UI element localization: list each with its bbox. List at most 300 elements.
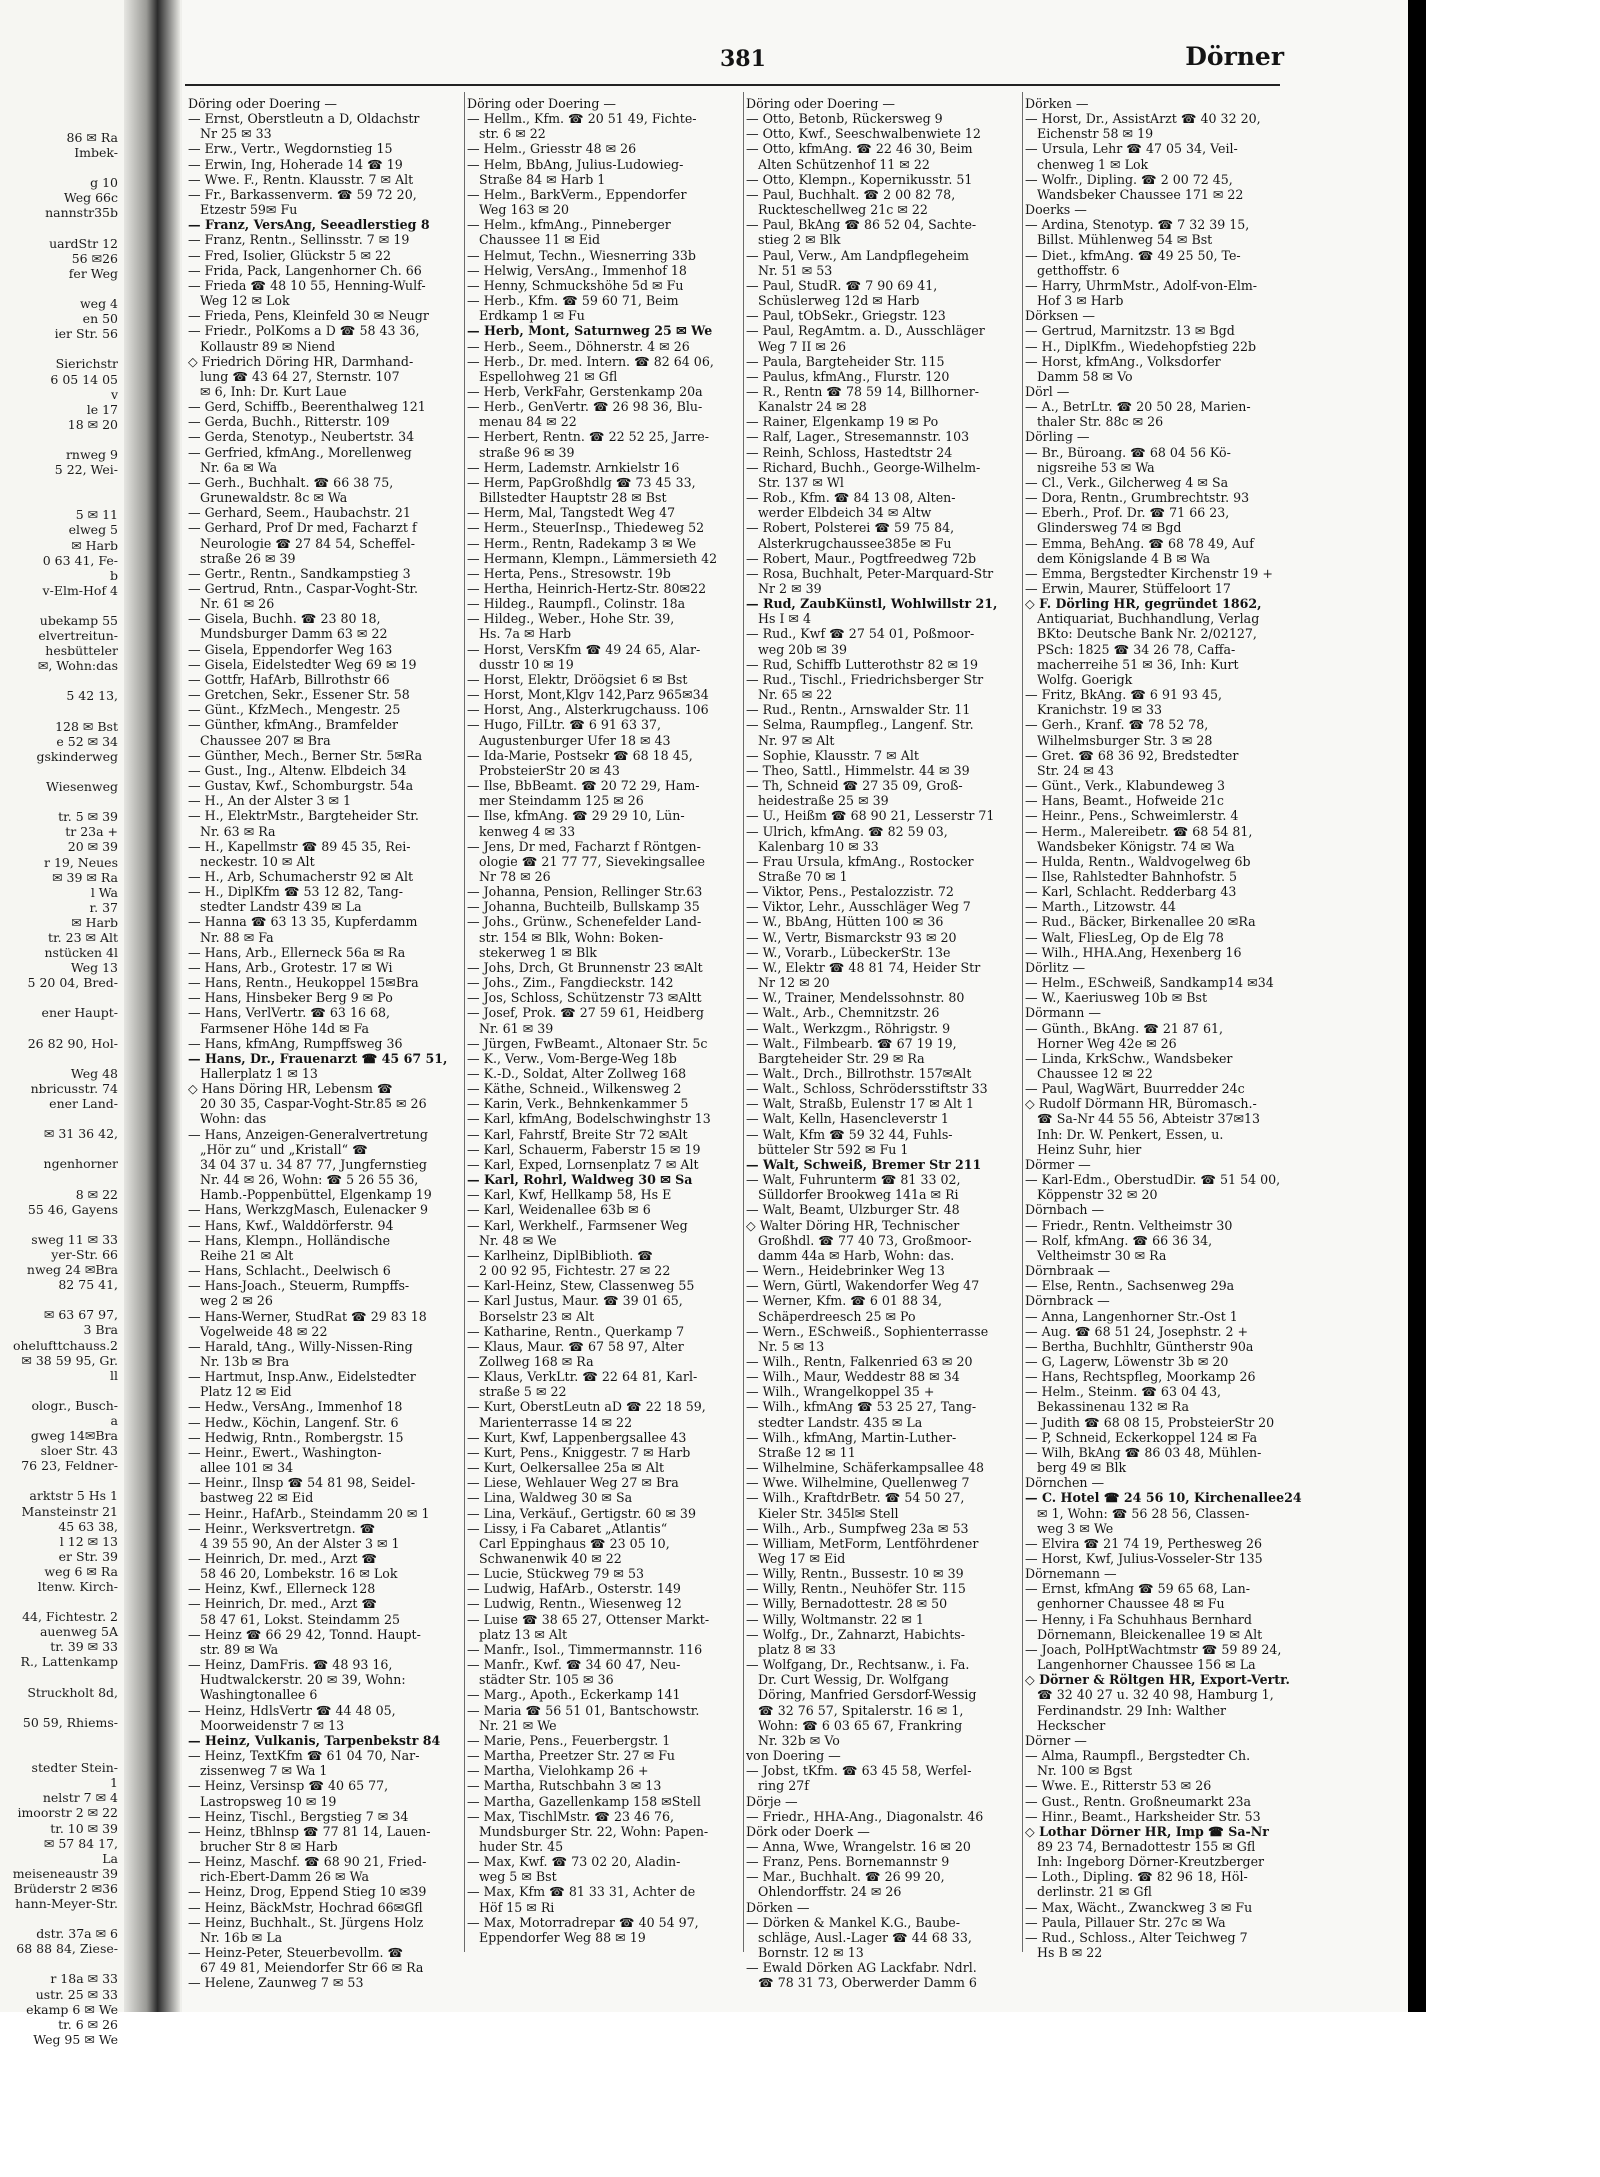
directory-entry-line: — Heinz ☎ 66 29 42, Tonnd. Haupt- [188,1626,421,1642]
directory-entry-line: Bornstr. 12 ✉ 13 [746,1945,864,1961]
directory-entry-line: ◇ Walter Döring HR, Technischer [746,1217,960,1233]
directory-entry-line: — Selma, Raumpfleg., Langenf. Str. [746,717,974,733]
directory-entry-line: — Franz, VersAng, Seeadlerstieg 8 [188,217,430,233]
directory-entry-line: stedter Landstr 439 ✉ La [188,899,362,915]
left-fragment-line [0,1730,118,1745]
directory-entry-line: Espellohweg 21 ✉ Gfl [467,368,618,384]
directory-entry-line: ologie ☎ 21 77 77, Sievekingsallee [467,853,705,869]
directory-entry-line: — Johanna, Buchteilb, Bullskamp 35 [467,899,700,915]
directory-entry-line: schläge, Ausl.-Lager ☎ 44 68 33, [746,1929,972,1945]
directory-entry-line: — Walt., Arb., Chemnitzstr. 26 [746,1005,940,1021]
directory-entry-line: — C. Hotel ☎ 24 56 10, Kirchenallee24 [1025,1490,1302,1506]
directory-entry-line: Washingtonallee 6 [188,1687,318,1703]
left-fragment-line: imoorstr 2 ✉ 22 [17,1805,118,1821]
left-fragment-line: nelstr 7 ✉ 4 [42,1790,118,1806]
directory-entry-line: Großhdl. ☎ 77 40 73, Großmoor- [746,1232,972,1248]
directory-entry-line: — Hans, Rentn., Heukoppel 15✉Bra [188,975,419,991]
directory-entry-line: — Karl Justus, Maur. ☎ 39 01 65, [467,1293,683,1309]
directory-entry-line: Wohn: ☎ 6 03 65 67, Frankring [746,1717,963,1733]
directory-entry-line: — Heinz, Maschf. ☎ 68 90 21, Fried- [188,1854,427,1870]
directory-entry-line: — Wilh., HHA.Ang, Hexenberg 16 [1025,944,1242,960]
directory-entry-line: — Karl, Schauerm, Faberstr 15 ✉ 19 [467,1141,701,1157]
directory-entry-line: — Heinz, Drog, Eppend Stieg 10 ✉39 [188,1884,427,1900]
directory-entry-line: Sülldorfer Brookweg 141a ✉ Ri [746,1187,959,1203]
directory-entry-line: ☎ Sa-Nr 44 55 56, Abteistr 37✉13 [1025,1111,1261,1127]
directory-entry-line: Höf 15 ✉ Ri [467,1899,555,1915]
left-fragment-line: 3 Bra [83,1322,118,1338]
directory-entry-line: 89 23 74, Bernadottestr 155 ✉ Gfl [1025,1838,1256,1854]
directory-entry-line: ◇ Rudolf Dörmann HR, Büromasch.- [1025,1096,1257,1112]
directory-entry-line: von Doering — [746,1748,841,1764]
directory-entry-line: Nr. 48 ✉ We [467,1232,557,1248]
directory-entry-line: — Hans, Arb., Grotestr. 17 ✉ Wi [188,959,393,975]
directory-entry-line: — Dora, Rentn., Grumbrechtstr. 93 [1025,490,1250,506]
directory-entry-line: — Frau Ursula, kfmAng., Rostocker [746,853,974,869]
running-head: Dörner [1185,42,1284,71]
directory-entry-line: dusstr 10 ✉ 19 [467,656,574,672]
directory-entry-line: Reihe 21 ✉ Alt [188,1247,294,1263]
directory-entry-line: — Herb, Mont, Saturnweg 25 ✉ We [467,323,713,339]
left-fragment-line: 1 [110,1775,118,1791]
left-fragment-line: sloer Str. 43 [40,1443,118,1459]
directory-entry-line: — Wolfr., Dipling. ☎ 2 00 72 45, [1025,171,1233,187]
directory-entry-line: 20 30 35, Caspar-Voght-Str.85 ✉ 26 [188,1096,427,1112]
directory-entry-line: — Max, Kwf. ☎ 73 02 20, Aladin- [467,1854,681,1870]
directory-entry-line: — Rolf, kfmAng. ☎ 66 36 34, [1025,1232,1213,1248]
left-fragment-line: gskinderweg [36,748,118,764]
directory-entry-line: — Klaus, VerkLtr. ☎ 22 64 81, Karl- [467,1369,698,1385]
directory-entry-line: mer Steindamm 125 ✉ 26 [467,793,644,809]
directory-entry-line: — Herb, VerkFahr, Gerstenkamp 20a [467,383,703,399]
directory-entry-line: — Helm., ESchweiß, Sandkamp14 ✉34 [1025,975,1274,991]
left-fragment-line [0,1956,118,1971]
directory-entry-line: — Käthe, Schneid., Wilkensweg 2 [467,1081,682,1097]
directory-entry-line: Lastropsweg 10 ✉ 19 [188,1793,337,1809]
directory-entry-line: — Heinr., Ilnsp ☎ 54 81 98, Seidel- [188,1475,416,1491]
directory-entry-line: — Cl., Verk., Gilcherweg 4 ✉ Sa [1025,474,1229,490]
directory-entry-line: — Robert, Polsterei ☎ 59 75 84, [746,520,955,536]
directory-entry-line: — Viktor, Pens., Pestalozzistr. 72 [746,884,954,900]
directory-entry-line: — Herb., Seem., Döhnerstr. 4 ✉ 26 [467,338,690,354]
directory-entry-line: Inh: Dr. W. Penkert, Essen, u. [1025,1126,1224,1142]
directory-entry-line: — Herm., Rentn, Radekamp 3 ✉ We [467,535,697,551]
directory-entry-line: Nr 25 ✉ 33 [188,126,272,142]
left-fragment-line [0,1217,118,1232]
directory-column-4 [1025,96,1302,1961]
directory-entry-line: — Heinz, BäckMstr, Hochrad 66✉Gfl [188,1899,423,1915]
left-fragment-line: ngenhorner [43,1156,118,1172]
directory-entry-line: — Walt, Kfm ☎ 59 32 44, Fuhls- [746,1126,953,1142]
directory-entry-line: — Max, Motorradrepar ☎ 40 54 97, [467,1914,699,1930]
directory-entry-line: — Gret. ☎ 68 36 92, Bredstedter [1025,747,1239,763]
left-fragment-line: 5 42 13, [66,688,118,704]
directory-entry-line: — Heinz, Tischl., Bergstieg 7 ✉ 34 [188,1808,409,1824]
directory-entry-line: — Wilhelmine, Schäferkampsallee 48 [746,1460,985,1476]
directory-entry-line: — Robert, Maur., Pogtfreedweg 72b [746,550,977,566]
directory-entry-line: — Karlheinz, DiplBiblioth. ☎ [467,1247,653,1263]
directory-entry-line: Nr. 13b ✉ Bra [188,1353,290,1369]
left-fragment-line: tr. 23 ✉ Alt [48,929,118,945]
directory-entry-line: — Hedw., VersAng., Immenhof 18 [188,1399,403,1415]
directory-entry-line: — Erwin, Ing, Hoherade 14 ☎ 19 [188,156,403,172]
directory-entry-line: — Ilse, Rahlstedter Bahnhofstr. 5 [1025,868,1238,884]
left-fragment-line: r 19, Neues [44,854,118,870]
directory-entry-line: — Herm, PapGroßhdlg ☎ 73 45 33, [467,474,696,490]
directory-entry-line: kenweg 4 ✉ 33 [467,823,576,839]
left-fragment-line: hann-Meyer-Str. [15,1895,118,1911]
directory-entry-line: — Manfr., Kwf. ☎ 34 60 47, Neu- [467,1657,681,1673]
directory-entry-line: — Ludwig, HafArb., Osterstr. 149 [467,1581,681,1597]
directory-entry-line: — Wilh., kfmAng ☎ 53 25 27, Tang- [746,1399,977,1415]
left-fragment-line [0,1745,118,1760]
directory-entry-line: Ohlendorffstr. 24 ✉ 26 [746,1884,902,1900]
left-fragment-line: l Wa [90,884,118,900]
left-fragment-line: R., Lattenkamp [20,1654,118,1670]
directory-entry-line: — Anna, Langenhorner Str.-Ost 1 [1025,1308,1238,1324]
directory-entry-line: — Hinr., Beamt., Harksheider Str. 53 [1025,1808,1261,1824]
directory-entry-line: Dörje — [746,1793,798,1809]
directory-entry-line: Dörmer — [1025,1156,1091,1172]
directory-entry-line: — Linda, KrkSchw., Wandsbeker [1025,1050,1233,1066]
directory-entry-line: — Heinz, Buchhalt., St. Jürgens Holz [188,1914,424,1930]
column-divider [743,92,744,1952]
directory-entry-line: — Jobst, tKfm. ☎ 63 45 58, Werfel- [746,1763,972,1779]
directory-entry-line: stieg 2 ✉ Blk [746,232,841,248]
directory-entry-line: — Heinz, Vulkanis, Tarpenbekstr 84 [188,1732,441,1748]
directory-entry-line: — Wern., ESchweiß., Sophienterrasse [746,1323,989,1339]
directory-entry-line: — Rud., Schloss., Alter Teichweg 7 [1025,1929,1248,1945]
directory-entry-line: — Horst, Elektr, Dröögsiet 6 ✉ Bst [467,671,688,687]
directory-entry-line: — Hans, Hinsbeker Berg 9 ✉ Po [188,990,393,1006]
directory-entry-line: — Walt., Werkzgm., Röhrigstr. 9 [746,1020,951,1036]
directory-entry-line: — Emma, Bergstedter Kirchenstr 19 + [1025,565,1273,581]
directory-entry-line: Dörlitz — [1025,959,1086,975]
directory-entry-line: — Hildeg., Weber., Hohe Str. 39, [467,611,675,627]
directory-entry-line: — Wilh., Maur, Weddestr 88 ✉ 34 [746,1369,960,1385]
directory-entry-line: — Friedr., PolKoms a D ☎ 58 43 36, [188,323,420,339]
left-fragment-line: Wiesenweg [46,779,118,795]
left-fragment-line [0,1051,118,1066]
directory-entry-line: — Else, Rentn., Sachsenweg 29a [1025,1278,1235,1294]
directory-entry-line: Nr. 32b ✉ Vo [746,1732,840,1748]
directory-entry-line: ◇ Lothar Dörner HR, Imp ☎ Sa-Nr [1025,1823,1269,1839]
directory-entry-line: Marienterrasse 14 ✉ 22 [467,1414,633,1430]
directory-entry-line: — Hildeg., Raumpfl., Colinstr. 18a [467,596,686,612]
directory-entry-line: derlinstr. 21 ✉ Gfl [1025,1884,1152,1900]
directory-entry-line: — Paul, tObSekr., Griegstr. 123 [746,308,946,324]
directory-entry-line: rich-Ebert-Damm 26 ✉ Wa [188,1869,369,1885]
directory-entry-line: — Gisela, Eppendorfer Weg 163 [188,641,393,657]
directory-entry-line: Augustenburger Ufer 18 ✉ 43 [467,732,671,748]
directory-entry-line: — Karin, Verk., Behnkenkammer 5 [467,1096,689,1112]
left-fragment-line: 5 ✉ 11 [75,507,118,523]
directory-entry-line: Dörl — [1025,383,1070,399]
left-fragment-line [0,1911,118,1926]
directory-entry-line: — Jos, Schloss, Schützenstr 73 ✉Altt [467,990,702,1006]
left-fragment-line: ✉, Wohn:das [37,658,118,674]
directory-entry-line: Dörling — [1025,429,1090,445]
directory-entry-line: — Maria ☎ 56 51 01, Bantschowstr. [467,1702,700,1718]
directory-entry-line: — Wilh., Wrangelkoppel 35 + [746,1384,935,1400]
directory-entry-line: — Aug. ☎ 68 51 24, Josephstr. 2 + [1025,1323,1249,1339]
left-fragment-line: Weg 66c [63,190,118,206]
directory-entry-line: — Ulrich, kfmAng. ☎ 82 59 03, [746,823,948,839]
directory-entry-line: — Hermann, Klempn., Lämmersieth 42 [467,550,718,566]
directory-entry-line: — Günt., Verk., Klabundeweg 3 [1025,778,1226,794]
directory-entry-line: — Alma, Raumpfl., Bergstedter Ch. [1025,1748,1251,1764]
directory-entry-line: — A., BetrLtr. ☎ 20 50 28, Marien- [1025,399,1251,415]
directory-entry-line: — Heinrich, Dr. med., Arzt ☎ [188,1551,378,1566]
left-fragment-line: 44, Fichtestr. 2 [22,1609,118,1625]
directory-entry-line: Billst. Mühlenweg 54 ✉ Bst [1025,232,1213,248]
left-fragment-line: nstücken 4l [44,945,118,961]
directory-entry-line: Weg 7 II ✉ 26 [746,338,846,354]
directory-entry-line: — Reinh, Schloss, Hastedtstr 24 [746,444,953,460]
directory-entry-line: — Th, Schneid ☎ 27 35 09, Groß- [746,778,963,794]
left-fragment-line: b [109,567,118,583]
directory-entry-line: Doerks — [1025,202,1087,218]
directory-entry-line: — W., Vertr, Bismarckstr 93 ✉ 20 [746,929,957,945]
directory-entry-line: — Rud., Bäcker, Birkenallee 20 ✉Ra [1025,914,1256,930]
directory-entry-line: bütteler Str 592 ✉ Fu 1 [746,1141,909,1157]
left-fragment-line: a [110,1412,118,1428]
left-fragment-line: 76 23, Feldner- [21,1458,118,1474]
directory-entry-line: Langenhorner Chaussee 156 ✉ La [1025,1657,1256,1673]
directory-entry-line: — Heinz, Versinsp ☎ 40 65 77, [188,1778,389,1794]
left-fragment-line: tr 23a + [65,824,118,840]
left-fragment-line: ekamp 6 ✉ We [26,2001,118,2017]
directory-entry-line: — Marg., Apoth., Eckerkamp 141 [467,1687,681,1703]
directory-entry-line: Chaussee 207 ✉ Bra [188,732,331,748]
directory-entry-line: — Walt, Kelln, Hasencleverstr 1 [746,1111,949,1127]
directory-entry-line: — Harry, UhrmMstr., Adolf-von-Elm- [1025,277,1258,293]
directory-entry-line: str. 154 ✉ Blk, Wohn: Boken- [467,929,664,945]
directory-entry-line: Nr. 61 ✉ 39 [467,1020,554,1036]
directory-entry-line: — W., Kaeriusweg 10b ✉ Bst [1025,990,1208,1006]
directory-entry-line: — Willy, Rentn., Neuhöfer Str. 115 [746,1581,966,1597]
directory-entry-line: Alsterkrugchaussee385e ✉ Fu [746,535,952,551]
directory-entry-line: — Erw., Vertr., Wegdornstieg 15 [188,141,393,157]
directory-entry-line: Straße 70 ✉ 1 [746,868,848,884]
left-fragment-line: 50 59, Rhiems- [22,1714,118,1730]
left-fragment-line: ✉ Harb [71,914,118,930]
left-fragment-line: ✉ 31 36 42, [43,1126,118,1142]
directory-entry-line: platz 13 ✉ Alt [467,1626,568,1642]
directory-entry-line: Kranichstr. 19 ✉ 33 [1025,702,1163,718]
directory-entry-line: — Günther, Mech., Berner Str. 5✉Ra [188,747,423,763]
directory-entry-line: — Willy, Woltmanstr. 22 ✉ 1 [746,1611,924,1627]
left-fragment-line: Weg 95 ✉ We [33,2031,118,2047]
directory-entry-line: — Willy, Bernadottestr. 28 ✉ 50 [746,1596,948,1612]
directory-entry-line: Heckscher [1025,1717,1106,1733]
directory-entry-line: Ruckteschellweg 21c ✉ 22 [746,202,928,218]
directory-entry-line: — Gertrud, Marnitzstr. 13 ✉ Bgd [1025,323,1235,339]
directory-entry-line: — Karl-Heinz, Stew, Classenweg 55 [467,1278,695,1294]
left-fragment-line: 5 20 04, Bred- [27,975,118,991]
left-fragment-line: Imbek- [74,145,118,161]
directory-entry-line: — Frida, Pack, Langenhorner Ch. 66 [188,262,422,278]
directory-entry-line: — Horst, Ang., Alsterkrugchauss. 106 [467,702,709,718]
directory-entry-line: Dörnbraak — [1025,1263,1111,1279]
header-rule [185,84,1280,86]
left-fragment-line [0,492,118,507]
directory-entry-line: — Karl, Exped, Lornsenplatz 7 ✉ Alt [467,1156,699,1172]
directory-entry-line: Hamb.-Poppenbüttel, Elgenkamp 19 [188,1187,432,1203]
directory-entry-line: Platz 12 ✉ Eid [188,1384,292,1400]
left-fragment-line: rnweg 9 [65,446,118,462]
directory-entry-line: — Martha, Preetzer Str. 27 ✉ Fu [467,1748,676,1764]
left-fragment-line: ier Str. 56 [54,326,118,342]
directory-entry-line: — Gust., Ing., Altenw. Elbdeich 34 [188,762,407,778]
directory-entry-line: — Max, Kfm ☎ 81 33 31, Achter de [467,1884,696,1900]
directory-entry-line: — Johs., Grünw., Schenefelder Land- [467,914,702,930]
directory-entry-line: — W., Vorarb., LübeckerStr. 13e [746,944,951,960]
directory-entry-line: Döring oder Doering — [467,96,616,111]
left-fragment-line: ✉ 38 59 95, Gr. [21,1352,118,1368]
directory-entry-line: straße 96 ✉ 39 [467,444,575,460]
directory-entry-line: — Hans, Schlacht., Deelwisch 6 [188,1263,391,1279]
directory-entry-line: Schwanenwik 40 ✉ 22 [467,1551,622,1566]
directory-entry-line: — Henny, i Fa Schuhhaus Bernhard [1025,1611,1252,1627]
left-fragment-line: 82 75 41, [58,1277,118,1293]
left-fragment-line: ✉ Harb [71,537,118,553]
directory-entry-line: — Helm., kfmAng., Pinneberger [467,217,671,233]
directory-entry-line: Wohn: das [188,1111,267,1127]
directory-entry-line: — Gerd, Schiffb., Beerenthalweg 121 [188,399,426,415]
left-fragment-line: l 12 ✉ 13 [59,1533,118,1549]
directory-entry-line: — Hans-Werner, StudRat ☎ 29 83 18 [188,1308,427,1324]
directory-entry-line: — Kurt, Pens., Kniggestr. 7 ✉ Harb [467,1444,691,1460]
directory-entry-line: — Ralf, Lager., Stresemannstr. 103 [746,429,970,445]
directory-entry-line: Neurologie ☎ 27 84 54, Scheffel- [188,535,416,551]
directory-entry-line: Dörmann — [1025,1005,1101,1021]
left-fragment-line: stedter Stein- [31,1760,118,1776]
left-fragment-line: e 52 ✉ 34 [56,733,118,749]
directory-entry-line: — Rud., Rentn., Arnswalder Str. 11 [746,702,971,718]
directory-entry-line: — Walt, Beamt, Ulzburger Str. 48 [746,1202,960,1218]
directory-entry-line: — Ilse, BbBeamt. ☎ 20 72 29, Ham- [467,778,700,794]
directory-entry-line: — Gertr., Rentn., Sandkampstieg 3 [188,565,411,581]
directory-entry-line: — Helm., Steinm. ☎ 63 04 43, [1025,1384,1222,1400]
directory-entry-line: Alten Schützenhof 11 ✉ 22 [746,156,930,172]
directory-entry-line: Inh: Ingeborg Dörner-Kreutzberger [1025,1854,1265,1870]
directory-entry-line: ◇ Dörner & Röltgen HR, Export-Vertr. [1025,1672,1290,1688]
directory-entry-line: — Katharine, Rentn., Querkamp 7 [467,1323,685,1339]
directory-entry-line: — Gust., Rentn. Großneumarkt 23a [1025,1793,1251,1809]
directory-entry-line: — Heinz, DamFris. ☎ 48 93 16, [188,1657,393,1673]
left-fragment-line: weg 4 [79,296,118,312]
directory-entry-line: — Rud., Tischl., Friedrichsberger Str [746,671,984,687]
directory-entry-line: BKto: Deutsche Bank Nr. 2/02127, [1025,626,1257,642]
directory-entry-line: — Herb., Dr. med. Intern. ☎ 82 64 06, [467,353,714,369]
left-fragment-line [0,160,118,175]
directory-entry-line: PSch: 1825 ☎ 34 26 78, Caffa- [1025,641,1236,657]
directory-entry-line: Nr 78 ✉ 26 [467,868,551,884]
left-fragment-line: le 17 [86,401,118,417]
directory-entry-line: Nr. 88 ✉ Fa [188,929,274,945]
directory-entry-line: — Karl, Fahrstf, Breite Str 72 ✉Alt [467,1126,688,1142]
directory-entry-line: Nr. 100 ✉ Bgst [1025,1763,1133,1779]
directory-entry-line: — Gisela, Buchh. ☎ 23 80 18, [188,611,381,627]
directory-entry-line: Zollweg 168 ✉ Ra [467,1353,594,1369]
directory-entry-line: Wilhelmsburger Str. 3 ✉ 28 [1025,732,1213,748]
directory-entry-line: — W., Trainer, Mendelssohnstr. 80 [746,990,965,1006]
directory-entry-line: — Heinr., Ewert., Washington- [188,1444,382,1460]
directory-entry-line: — Hedw., Köchin, Langenf. Str. 6 [188,1414,399,1430]
directory-entry-line: — Hertha, Heinrich-Hertz-Str. 80✉22 [467,581,707,596]
directory-entry-line: — K., Verw., Vom-Berge-Weg 18b [467,1050,677,1066]
left-fragment-line: ener Land- [49,1096,118,1111]
directory-entry-line: Grunewaldstr. 8c ✉ Wa [188,490,348,506]
left-fragment-line [0,598,118,613]
directory-entry-line: — Heinz-Peter, Steuerbevollm. ☎ [188,1945,404,1961]
directory-entry-line: — Paula, Bargteheider Str. 115 [746,353,945,369]
directory-entry-line: ✉ 1, Wohn: ☎ 56 28 56, Classen- [1025,1505,1250,1521]
directory-entry-line: bastweg 22 ✉ Eid [188,1490,314,1506]
directory-entry-line: — Karl, Schlacht. Redderbarg 43 [1025,884,1237,900]
directory-entry-line: städter Str. 105 ✉ 36 [467,1672,614,1688]
directory-entry-line: — Paul, Buchhalt. ☎ 2 00 82 78, [746,186,956,202]
directory-entry-line: 34 04 37 u. 34 87 77, Jungfernstieg [188,1156,427,1172]
left-fragment-line: 45 63 38, [58,1518,118,1534]
left-fragment-line [0,1594,118,1609]
directory-entry-line: — Lina, Waldweg 30 ✉ Sa [467,1490,633,1506]
directory-entry-line: — Gisela, Eidelstedter Weg 69 ✉ 19 [188,656,417,672]
directory-entry-line: 67 49 81, Meiendorfer Str 66 ✉ Ra [188,1960,424,1976]
directory-entry-line: — Gerh., Buchhalt. ☎ 66 38 75, [188,474,394,490]
directory-entry-line: Ferdinandstr. 29 Inh: Walther [1025,1702,1227,1718]
directory-entry-line: — Walt., Drch., Billrothstr. 157✉Alt [746,1066,972,1081]
left-fragment-line: nweg 24 ✉Bra [26,1262,118,1278]
directory-entry-line: — Henny, Schmuckshöhe 5d ✉ Fu [467,277,684,293]
left-fragment-line [0,1473,118,1488]
directory-entry-line: — Karl, Werkhelf., Farmsener Weg [467,1217,688,1233]
directory-entry-line: — Walt, FliesLeg, Op de Elg 78 [1025,929,1224,945]
directory-entry-line: stekerweg 1 ✉ Blk [467,944,597,960]
directory-entry-line: — Gerda, Stenotyp., Neubertstr. 34 [188,429,415,445]
directory-entry-line: Nr. 63 ✉ Ra [188,823,276,839]
directory-entry-line: — Johs., Zim., Fangdieckstr. 142 [467,975,674,991]
directory-entry-line: — Hugo, FilLtr. ☎ 6 91 63 37, [467,717,661,733]
directory-entry-line: ☎ 78 31 73, Oberwerder Damm 6 [746,1975,977,1991]
directory-entry-line: — Lissy, i Fa Cabaret „Atlantis“ [467,1520,668,1536]
directory-entry-line: Erdkamp 1 ✉ Fu [467,308,585,324]
directory-entry-line: Kollaustr 89 ✉ Niend [188,338,336,354]
directory-entry-line: Döring, Manfried Gersdorf-Wessig [746,1687,977,1703]
directory-entry-line: — Otto, kfmAng. ☎ 22 46 30, Beim [746,141,973,157]
directory-entry-line: Nr. 16b ✉ La [188,1929,283,1945]
directory-entry-line: — Eberh., Prof. Dr. ☎ 71 66 23, [1025,505,1230,521]
directory-entry-line: — Wern., Heidebrinker Weg 13 [746,1263,945,1279]
left-fragment-line: v-Elm-Hof 4 [42,582,118,598]
left-fragment-line [0,1021,118,1036]
directory-entry-line: — Hans, VerlVertr. ☎ 63 16 68, [188,1005,390,1021]
column-divider [1022,92,1023,1952]
directory-entry-line: — Hanna ☎ 63 13 35, Kupferdamm [188,914,418,930]
left-fragment-line: uardStr 12 [49,235,118,251]
directory-entry-line: — G, Lagerw, Löwenstr 3b ✉ 20 [1025,1353,1229,1369]
directory-entry-line: — Johs, Drch, Gt Brunnenstr 23 ✉Alt [467,959,703,975]
directory-entry-line: — Loth., Dipling. ☎ 82 96 18, Höl- [1025,1869,1248,1885]
left-fragment-line: 18 ✉ 20 [67,416,118,432]
directory-entry-line: — Helmut, Techn., Wiesnerring 33b [467,247,696,263]
directory-entry-line: Dörner — [1025,1732,1087,1748]
left-fragment-line: elvertreitun- [38,628,118,644]
directory-entry-line: — Gerda, Buchh., Ritterstr. 109 [188,414,390,430]
directory-entry-line: — W., Elektr ☎ 48 81 74, Heider Str [746,959,981,975]
directory-entry-line: — Walt, Fuhrunterm ☎ 81 33 02, [746,1172,961,1188]
directory-entry-line: — Bertha, Buchhltr, Güntherstr 90a [1025,1338,1254,1354]
